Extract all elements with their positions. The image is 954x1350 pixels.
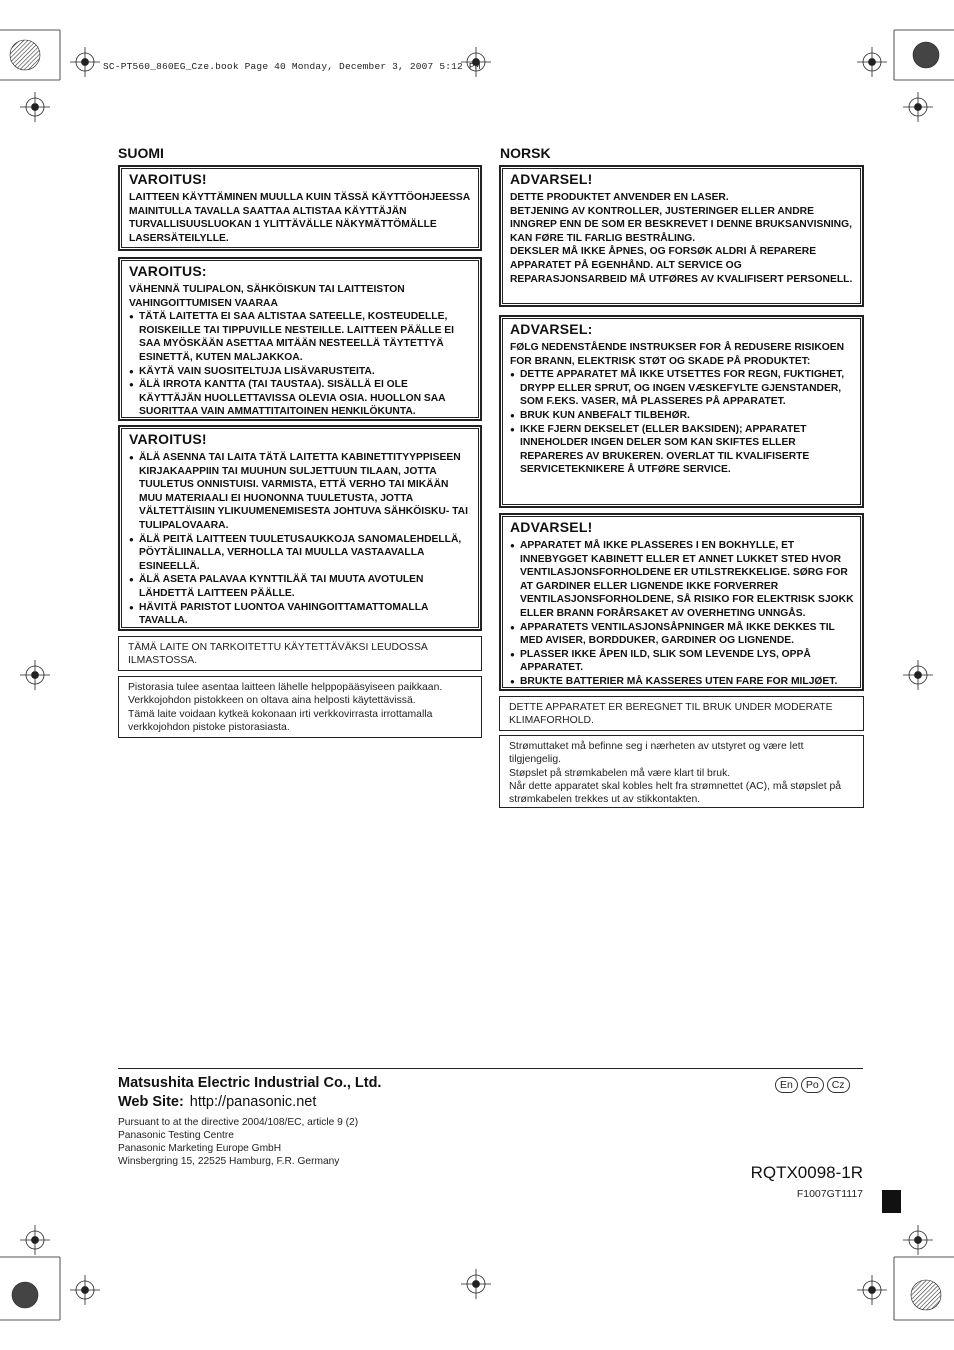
address-line: Panasonic Testing Centre <box>118 1130 234 1141</box>
list-item: ● APPARATETS VENTILASJONSÅPNINGER MÅ IKKE DEKKES TIL MED AVISER, BORDDUKER, GARDINER OG LIGNENDE. <box>510 621 854 648</box>
warning-intro: VÄHENNÄ TULIPALON, SÄHKÖISKUN TAI LAITTEISTON VAHINGOITTUMISEN VAARAA <box>129 284 405 309</box>
note-line: Pistorasia tulee asentaa laitteen lähelle helppopääsyiseen paikkaan. <box>128 682 443 693</box>
box-title: VAROITUS! <box>129 431 207 447</box>
note-line: Støpslet på strømkabelen må være klart til bruk. <box>509 767 731 779</box>
box-title: ADVARSEL! <box>510 519 593 535</box>
suomi-warning-laser <box>118 165 482 251</box>
list-item: ● ÄLÄ IRROTA KANTTA (TAI TAUSTAA). SISÄLLÄ EI OLE KÄYTTÄJÄN HUOLLETTAVISSA OLEVIA OSIA. HUOLLON SAA SUORITTAA VAIN AMMATTITAITOINEN HENKILÖKUNTA. <box>129 378 472 419</box>
address-line: Panasonic Marketing Europe GmbH <box>118 1143 282 1154</box>
box-title: ADVARSEL: <box>510 321 593 337</box>
web-label: Web Site: <box>118 1094 184 1110</box>
list-item: ● BRUK KUN ANBEFALT TILBEHØR. <box>510 409 854 423</box>
norsk-title: NORSK <box>500 145 551 161</box>
note-line: Tämä laite voidaan kytkeä kokonaan irti verkkovirrasta irrottamalla verkkojohdon pistoke pistorasiasta. <box>128 708 433 733</box>
suomi-title: SUOMI <box>118 145 164 161</box>
list-item: ● APPARATET MÅ IKKE PLASSERES I EN BOKHYLLE, ET INNEBYGGET KABINETT ELLER ET ANNET LUKKET STED HVOR VENTILASJONSFORHOLDENE ER UTILSTREKKELIGE. SØRG FOR AT GARDINER ELLER LIGNENDE IKKE FORVERRER VENTILASJONSFORHOLDENE, SÅ RISIKO FOR ELEKTRISK SJOKK ELLER BRANN FORÅRSAKET AV OVERHETING UNNGÅS. <box>510 539 854 621</box>
address-line: Winsbergring 15, 22525 Hamburg, F.R. Germany <box>118 1156 340 1167</box>
web-url[interactable]: http://panasonic.net <box>189 1094 317 1110</box>
language-badge-po: Po <box>801 1077 824 1093</box>
norsk-warning-ventilation <box>499 513 864 691</box>
list-item: ● DETTE APPARATET MÅ IKKE UTSETTES FOR REGN, FUKTIGHET, DRYPP ELLER SPRUT, OG INGEN VÆSKEFYLTE GJENSTANDER, SOM F.EKS. VASER, MÅ PLASSERES PÅ APPARATET. <box>510 368 854 409</box>
language-badges <box>775 1077 850 1093</box>
norsk-warning-fire <box>499 315 864 508</box>
norsk-power-note <box>499 735 864 808</box>
page-edge-tab <box>882 1190 901 1213</box>
warning-line: DEKSLER MÅ IKKE ÅPNES, OG FORSØK ALDRI Å REPARERE APPARATET PÅ EGENHÅND. ALT SERVICE OG REPARASJONSARBEID MÅ UTFØRES AV KVALIFISERT PERSONELL. <box>510 246 853 285</box>
box-title: ADVARSEL! <box>510 171 593 187</box>
address-line: Pursuant to at the directive 2004/108/EC, article 9 (2) <box>118 1117 359 1128</box>
box-title: VAROITUS: <box>129 263 207 279</box>
norsk-climate-note <box>499 696 864 731</box>
note-text: TÄMÄ LAITE ON TARKOITETTU KÄYTETTÄVÄKSI LEUDOSSA ILMASTOSSA. <box>128 642 428 667</box>
list-item: ● BRUKTE BATTERIER MÅ KASSERES UTEN FARE FOR MILJØET. <box>510 675 854 689</box>
warning-line: BETJENING AV KONTROLLER, JUSTERINGER ELLER ANDRE INNGREP ENN DE SOM ER BESKREVET I DENNE BRUKSANVISNING, KAN FØRE TIL FARLIG BESTRÅLING. <box>510 205 852 244</box>
model-number: RQTX0098-1R <box>750 1163 863 1182</box>
list-item: ● KÄYTÄ VAIN SUOSITELTUJA LISÄVARUSTEITA. <box>129 365 472 379</box>
list-item: ● ÄLÄ ASENNA TAI LAITA TÄTÄ LAITETTA KABINETTITYYPPISEEN KIRJAKAAPPIIN TAI MUUHUN SULJETTUUN TILAAN, JOTTA TUULETUS ONNISTUISI. VARMISTA, ETTÄ VERHO TAI MIKÄÄN MUU MATERIAALI EI HUONONNA TUULETUSTA, JOTTA VÄLTETTÄISIIN YLIKUUMENEMISESTA JOHTUVA SÄHKÖISKU- TAI TULIPALOVAARA. <box>129 451 472 533</box>
list-item: ● TÄTÄ LAITETTA EI SAA ALTISTAA SATEELLE, KOSTEUDELLE, ROISKEILLE TAI TIPPUVILLE NESTEILLE. LAITTEEN PÄÄLLE EI SAA MYÖSKÄÄN ASETTAA MITÄÄN NESTEELLÄ TÄYTETTYÄ ESINETTÄ, KUTEN MALJAKKOA. <box>129 310 472 364</box>
norsk-warning-laser <box>499 165 864 307</box>
address-block <box>118 1116 358 1168</box>
list-item: ● ÄLÄ ASETA PALAVAA KYNTTILÄÄ TAI MUUTA AVOTULEN LÄHDETTÄ LAITTEEN PÄÄLLE. <box>129 573 472 600</box>
list-item: ● PLASSER IKKE ÅPEN ILD, SLIK SOM LEVENDE LYS, OPPÅ APPARATET. <box>510 648 854 675</box>
web-site <box>118 1092 316 1112</box>
suomi-climate-note <box>118 636 482 671</box>
file-header: SC-PT560_860EG_Cze.book Page 40 Monday, December 3, 2007 5:12 PM <box>103 61 481 72</box>
list-item: ● ÄLÄ PEITÄ LAITTEEN TUULETUSAUKKOJA SANOMALEHDELLÄ, PÖYTÄLIINALLA, VERHOLLA TAI MUULLA VASTAAVALLA ESINEELLÄ. <box>129 533 472 574</box>
note-line: Når dette apparatet skal kobles helt fra strømnettet (AC), må støpslet på strømkabelen trekkes ut av stikkontakten. <box>509 780 842 806</box>
list-item: ● HÄVITÄ PARISTOT LUONTOA VAHINGOITTAMATTOMALLA TAVALLA. <box>129 601 472 628</box>
suomi-warning-fire <box>118 257 482 421</box>
suomi-warning-ventilation <box>118 425 482 631</box>
list-item: ● IKKE FJERN DEKSELET (ELLER BAKSIDEN); APPARATET INNEHOLDER INGEN DELER SOM KAN SKIFTES ELLER REPARERES AV BRUKEREN. OVERLAT TIL KVALIFISERTE SERVICETEKNIKERE Å UTFØRE SERVICE. <box>510 423 854 477</box>
company-name: Matsushita Electric Industrial Co., Ltd. <box>118 1075 382 1091</box>
print-code: F1007GT1117 <box>796 1188 863 1200</box>
note-text: DETTE APPARATET ER BEREGNET TIL BRUK UNDER MODERATE KLIMAFORHOLD. <box>509 702 833 727</box>
note-line: Strømuttaket må befinne seg i nærheten av utstyret og være lett tilgjengelig. <box>509 741 804 766</box>
language-badge-en: En <box>775 1077 798 1093</box>
warning-intro: FØLG NEDENSTÅENDE INSTRUKSER FOR Å REDUSERE RISIKOEN FOR BRANN, ELEKTRISK STØT OG SKADE PÅ PRODUKTET: <box>510 342 845 367</box>
warning-text: LAITTEEN KÄYTTÄMINEN MUULLA KUIN TÄSSÄ KÄYTTÖOHJEESSA MAINITULLA TAVALLA SAATTAA ALTISTAA KÄYTTÄJÄN TURVALLISUUSLUOKAN 1 YLITTÄVÄLLE NÄKYMÄTTÖMÄLLE LASERSÄTEILYLLE. <box>129 192 470 244</box>
box-title: VAROITUS! <box>129 171 207 187</box>
footer-divider <box>118 1068 863 1069</box>
warning-line: DETTE PRODUKTET ANVENDER EN LASER. <box>510 192 729 203</box>
suomi-power-note <box>118 676 482 738</box>
language-badge-cz: Cz <box>827 1077 850 1093</box>
note-line: Verkkojohdon pistokkeen on oltava aina helposti käytettävissä. <box>128 695 416 707</box>
